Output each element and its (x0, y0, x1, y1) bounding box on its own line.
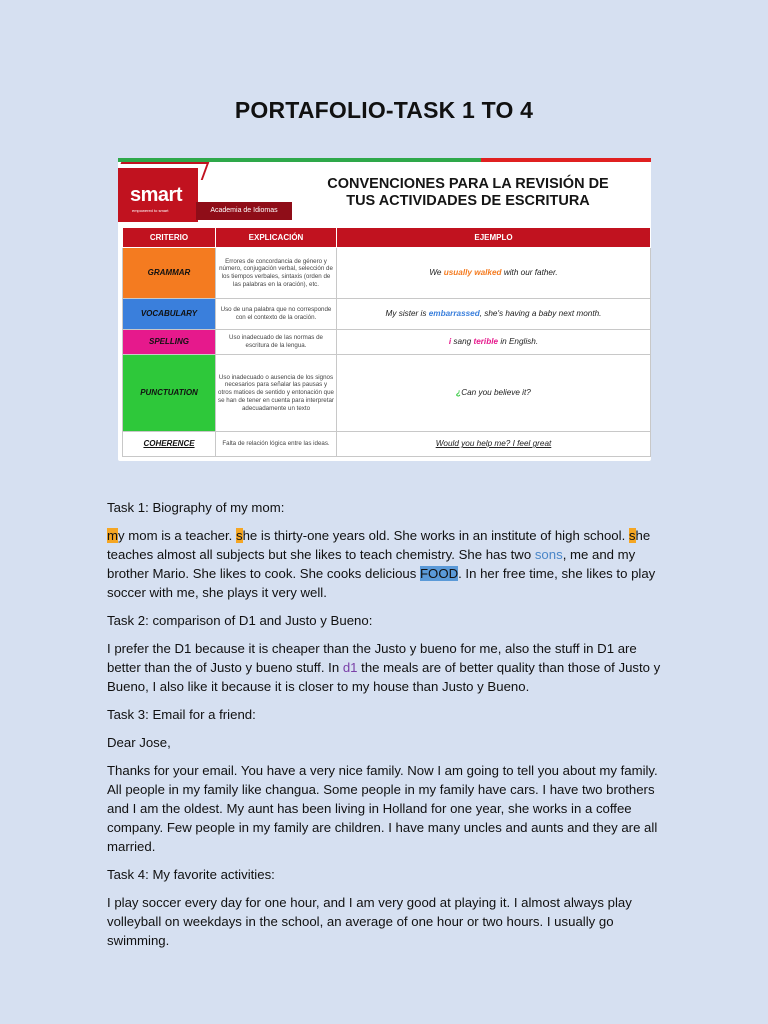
ejemplo-grammar: We usually walked with our father. (337, 248, 651, 299)
ejemplo-coherence: Would you help me? I feel great (337, 432, 651, 457)
logo-tagline: empowered to smart (132, 208, 169, 213)
task1-heading: Task 1: Biography of my mom: (107, 500, 285, 515)
criterio-vocabulary: VOCABULARY (123, 299, 216, 330)
explicacion-spelling: Uso inadecuado de las normas de escritura de la lengua. (216, 330, 337, 355)
task3-heading: Task 3: Email for a friend: (107, 707, 256, 722)
task2-heading: Task 2: comparison of D1 and Justo y Bueno: (107, 613, 373, 628)
mark-d1: d1 (342, 660, 358, 675)
logo-text: smart (130, 184, 182, 206)
document-body (107, 498, 662, 959)
explicacion-grammar: Errores de concordancia de género y número, conjugación verbal, selección de los tiempos verbales, sintaxis (orden de las palabras en la oración), etc. (216, 248, 337, 299)
criterio-punctuation: PUNCTUATION (123, 355, 216, 432)
task4-paragraph: I play soccer every day for one hour, and I am very good at playing it. I almost always play volleyball on weekdays in the school, an average of one hour or two hours. I usually go swimming. (107, 895, 632, 948)
explicacion-coherence: Falta de relación lógica entre las ideas. (216, 432, 337, 457)
rubric-row-punctuation (123, 355, 651, 432)
ejemplo-vocabulary: My sister is embarrassed, she's having a baby next month. (337, 299, 651, 330)
rubric-row-spelling (123, 330, 651, 355)
task1-paragraph: my mom is a teacher. she is thirty-one years old. She works in an institute of high school. she teaches almost all subjects but she likes to teach chemistry. She has two sons, me and my brother Mario. She likes to cook. She cooks delicious FOOD. In her free time, she likes to play soccer with me, she plays it very well. (107, 528, 656, 600)
rubric-row-coherence (123, 432, 651, 457)
task3-greeting: Dear Jose, (107, 735, 171, 750)
rubric-table (122, 227, 651, 457)
header-ejemplo: EJEMPLO (337, 228, 651, 248)
task2-paragraph: I prefer the D1 because it is cheaper than the Justo y bueno for me, also the stuff in D1 are better than the of Justo y bueno stuff. In d1 the meals are of better quality than those of Justo y Bueno, I also like it because it is closer to my house than Justo y Bueno. (107, 641, 661, 694)
page-title: PORTAFOLIO-TASK 1 TO 4 (234, 97, 534, 123)
explicacion-punctuation: Uso inadecuado o ausencia de los signos necesarios para señalar las pausas y otros matices de sentido y entonación que se han de tener en cuenta para interpretar adecuadamente un texto (216, 355, 337, 432)
rubric-row-grammar (123, 248, 651, 299)
task3-paragraph: Thanks for your email. You have a very nice family. Now I am going to tell you about my family. All people in my family like changua. Some people in my family have cars. I have two brothers and I am the oldest. My aunt has been living in Holland for one year, she works in a coffee company. Few people in my family are children. I have many uncles and aunts and they are all married. (107, 763, 658, 854)
header-criterio: CRITERIO (123, 228, 216, 248)
highlight-m: m (107, 528, 118, 543)
ejemplo-punctuation: ¿Can you believe it? (337, 355, 651, 432)
highlight-s: s (236, 528, 243, 543)
logo-subtitle: Academia de Idiomas (196, 202, 292, 220)
rubric-header-row (123, 228, 651, 248)
highlight-s2: s (628, 528, 636, 543)
rubric-image (118, 158, 651, 461)
criterio-grammar: GRAMMAR (123, 248, 216, 299)
rubric-title: CONVENCIONES PARA LA REVISIÓN DE TUS ACTIVIDADES DE ESCRITURA (327, 176, 609, 209)
vocab-sons: sons (534, 547, 563, 562)
header-explicacion: EXPLICACIÓN (216, 228, 337, 248)
task4-heading: Task 4: My favorite activities: (107, 867, 275, 882)
criterio-coherence: COHERENCE (123, 432, 216, 457)
highlight-food: FOOD (420, 566, 459, 581)
criterio-spelling: SPELLING (123, 330, 216, 355)
explicacion-vocabulary: Uso de una palabra que no corresponde con el contexto de la oración. (216, 299, 337, 330)
ejemplo-spelling: i sang terible in English. (337, 330, 651, 355)
rubric-row-vocabulary (123, 299, 651, 330)
